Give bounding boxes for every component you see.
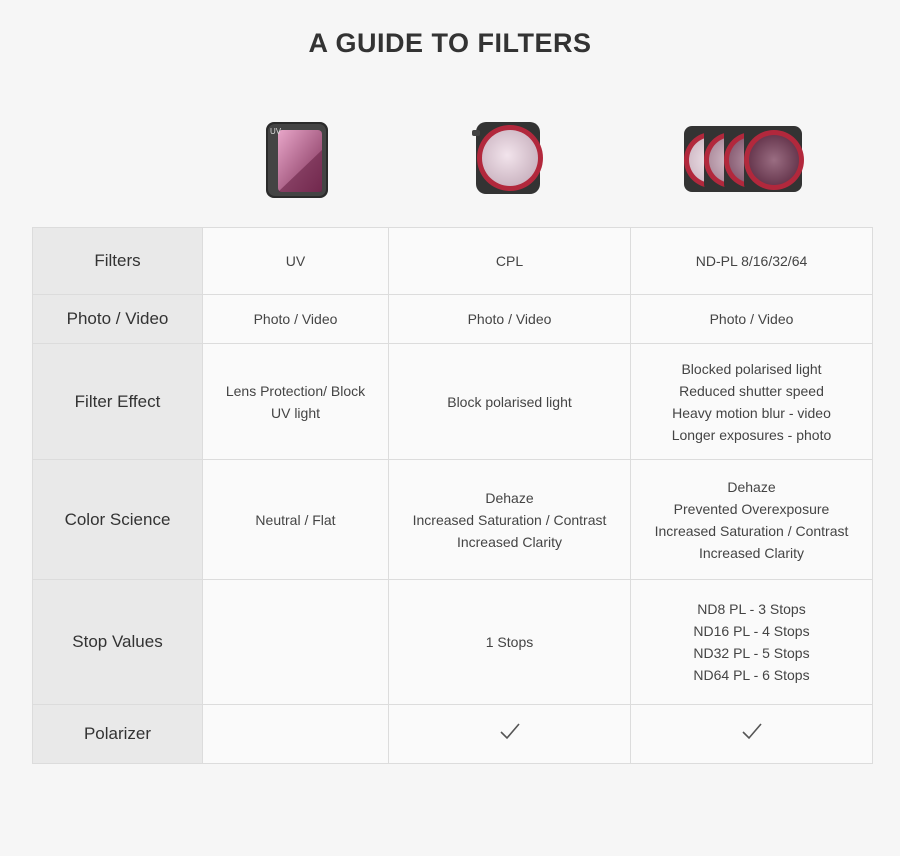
- cell-text: Photo / Video: [467, 311, 552, 327]
- row-header-filter-effect: Filter Effect: [33, 344, 203, 460]
- table-cell: [631, 460, 873, 580]
- table-cell: [389, 460, 631, 580]
- table-cell: [389, 344, 631, 460]
- cell-text: ND32 PL - 5 Stops: [693, 645, 810, 661]
- uv-label: UV: [270, 127, 282, 136]
- cell-text: Dehaze: [485, 489, 534, 506]
- table-cell: [203, 295, 389, 344]
- cell-text: ND64 PL - 6 Stops: [693, 667, 810, 683]
- cell-text: ND8 PL - 3 Stops: [697, 601, 806, 617]
- cell-text: Heavy motion blur - video: [672, 404, 831, 421]
- filter-comparison-table: [32, 227, 873, 764]
- row-header-stop-values: Stop Values: [33, 580, 203, 705]
- table-row-photo-video: [33, 295, 873, 344]
- row-header-polarizer: Polarizer: [33, 705, 203, 764]
- row-header-filters: Filters: [33, 228, 203, 295]
- table-cell: [389, 295, 631, 344]
- cell-text: Photo / Video: [709, 311, 794, 327]
- table-row-filters: [33, 228, 873, 295]
- cell-text: UV light: [270, 404, 321, 421]
- table-row-filter-effect: [33, 344, 873, 460]
- table-cell: [203, 344, 389, 460]
- table-cell: [203, 460, 389, 580]
- cell-text: Reduced shutter speed: [679, 382, 824, 399]
- table-row-color-science: [33, 460, 873, 580]
- cpl-filter-image: [472, 118, 544, 198]
- uv-filter-image: [262, 120, 332, 200]
- table-cell: [203, 580, 389, 705]
- cell-text: Photo / Video: [253, 311, 338, 327]
- cell-text: Increased Saturation / Contrast: [412, 511, 607, 528]
- cell-text: Increased Saturation / Contrast: [654, 522, 849, 539]
- check-icon: [499, 721, 521, 741]
- cell-text: CPL: [495, 253, 524, 269]
- cell-text: ND16 PL - 4 Stops: [693, 623, 810, 639]
- table-cell: [389, 228, 631, 295]
- table-cell: [631, 228, 873, 295]
- cell-text: Increased Clarity: [456, 533, 563, 550]
- cell-text: 1 Stops: [485, 634, 534, 650]
- table-row-polarizer: [33, 705, 873, 764]
- cell-text: Lens Protection/ Block: [225, 382, 366, 399]
- page-title: A GUIDE TO FILTERS: [308, 28, 592, 58]
- nd-filter-set-image: [682, 122, 806, 198]
- table-cell: [203, 705, 389, 764]
- table-cell: [631, 705, 873, 764]
- cell-text: Dehaze: [727, 478, 776, 495]
- cell-text: UV: [285, 253, 306, 269]
- table-cell: [203, 228, 389, 295]
- cell-text: Blocked polarised light: [681, 360, 822, 377]
- table-cell: [631, 580, 873, 705]
- table-row-stop-values: [33, 580, 873, 705]
- table-cell: [631, 344, 873, 460]
- row-header-color-science: Color Science: [33, 460, 203, 580]
- cell-text: ND-PL 8/16/32/64: [695, 253, 808, 269]
- table-cell: [389, 580, 631, 705]
- row-header-photo-video: Photo / Video: [33, 295, 203, 344]
- table-cell: [389, 705, 631, 764]
- cell-text: Block polarised light: [447, 393, 572, 410]
- cell-text: Increased Clarity: [698, 544, 805, 561]
- check-icon: [741, 721, 763, 741]
- cell-text: Longer exposures - photo: [671, 426, 832, 443]
- cell-text: Neutral / Flat: [255, 511, 336, 528]
- table-cell: [631, 295, 873, 344]
- cell-text: Prevented Overexposure: [673, 500, 830, 517]
